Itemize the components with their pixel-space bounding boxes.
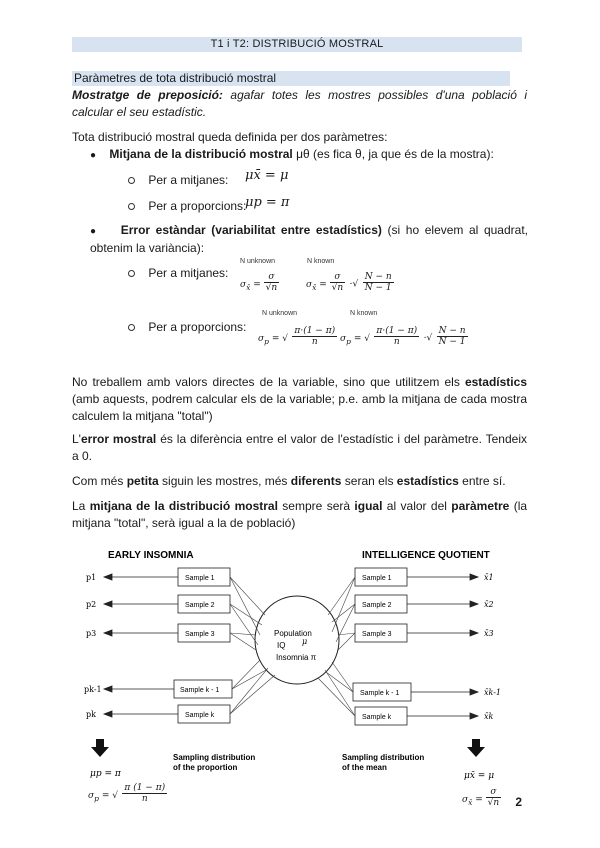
para4-f: paràmetre [451,499,510,513]
formula-mean-proportions: μp = π [245,195,290,210]
bullet1-sub2 [128,198,246,215]
page-number: 2 [515,795,522,809]
bullet1-sub1 [128,172,228,189]
right-stat: x̄2 [484,600,494,609]
right-sample-label: Sample 2 [362,602,392,609]
section-title: Paràmetres de tota distribució mostral [72,71,510,86]
left-stat: pk-1 [84,685,102,694]
diagram-right-title: INTELLIGENCE QUOTIENT [362,550,490,561]
formula-left-se: $\sigma_p$ = √ $\frac{\pi (1 - \pi)}{n}$ [88,783,166,804]
population-label: Population [274,629,312,638]
circle-bullet-icon [128,324,135,331]
paragraph-sampling-error [72,431,527,465]
right-sample-label: Sample 3 [362,631,392,638]
para3-a: Com més [72,474,127,488]
bullet-standard-error [90,222,528,257]
left-stat: p2 [86,600,97,609]
bullet2-sub2-label: Per a proporcions: [148,320,247,334]
formula-right-mean: μx̄ = μ [464,771,495,781]
circle-bullet-icon [128,203,135,210]
right-stats [484,573,501,721]
right-stat: x̄k [484,712,494,721]
para2-pre: L' [72,432,81,446]
bullet-mean [90,146,530,164]
left-samples [174,568,232,723]
right-stat: x̄3 [484,629,494,638]
para3-g: entre sí. [458,474,506,488]
para1-pre: No treballem amb valors directes de la variable, sino que utilitzem els [72,375,465,389]
left-stats [84,573,102,719]
paragraph-statistics [72,374,527,425]
para3-f: estadístics [396,474,459,488]
circle-bullet-icon [128,270,135,277]
left-stat: p1 [86,573,97,582]
para4-a: La [72,499,90,513]
caption-left: Sampling distribution of the proportion [173,753,256,772]
right-sample-label: Sample 1 [362,575,392,582]
left-sample-label: Sample 2 [185,602,215,609]
population-iq-label: IQ [277,641,286,650]
formula-se-proportions-n-unknown: $\sigma_p$ = √ $\frac{\pi\cdot(1 - \pi)}{n}$ [258,326,336,347]
n-unknown-label-2: N unknown [262,310,298,317]
para3-d: diferents [290,474,342,488]
left-sample-label: Sample 3 [185,631,215,638]
left-stat: pk [86,710,96,719]
para1-post: (amb aquests, podrem calcular els de la variable; p.e. amb la mitjana de cada mostra calculem la mitjana "total") [72,392,527,423]
bullet-dot-icon: ● [90,226,99,237]
para3-e: seran els [341,474,397,488]
para1-bold: estadístics [464,375,527,389]
right-samples [353,568,411,725]
population-mu: μ [302,637,308,646]
right-arrows [407,574,478,719]
left-sample-label: Sample 1 [185,575,215,582]
para4-c: sempre serà [277,499,355,513]
formula-mean-means: μx̄ = μ [245,168,289,183]
n-unknown-label: N unknown [240,258,276,265]
defined-by-text: Tota distribució mostral queda definida per dos paràmetres: [72,130,388,144]
bullet1-sub1-label: Per a mitjanes: [148,173,229,187]
para4-g: (la mitjana "total", serà igual a la de població) [72,499,528,530]
diagram-left-title: EARLY INSOMNIA [108,550,194,561]
left-arrows [104,574,178,717]
formula-right-se: $\sigma_{x̄}$ = $\frac{\sigma}{√n}$ [462,787,500,808]
n-known-label: N known [307,258,335,265]
intro-definition: agafar totes les mostres possibles d'una població i calcular el seu estadístic. [72,88,528,119]
para2-post: és la diferència entre el valor de l'estadístic i del paràmetre. Tendeix a 0. [72,432,527,463]
population-links [230,577,355,716]
page-header: T1 i T2: DISTRIBUCIÓ MOSTRAL [72,37,522,52]
left-stat: p3 [86,629,97,638]
population-ellipse [255,596,339,684]
para4-b: mitjana de la distribució mostral [89,499,278,513]
bullet-dot-icon: ● [90,150,97,161]
bullet2-sub2 [128,319,246,336]
sampling-distribution-diagram [70,540,530,820]
right-sample-label: Sample k [362,714,392,721]
circle-bullet-icon [128,177,135,184]
bullet1-bold: Mitjana de la distribució mostral [109,147,293,161]
paragraph-mean-equals-parameter [72,498,527,532]
bullet2-sub1-label: Per a mitjanes: [148,266,229,280]
bullet1-rest: μθ (es fica θ, ja que és de la mostra): [292,147,494,161]
intro-term: Mostratge de preposició: [72,88,223,102]
formula-left-mean: μp = π [90,769,121,779]
formula-se-means-n-unknown: $\sigma_{x̄}$ = $\frac{\sigma}{√n}$ [240,272,278,293]
formula-se-means-n-known: $\sigma_{x̄}$ = $\frac{\sigma}{√n}$ ·√ $\frac{N - n}{N - 1}$ [306,272,392,293]
left-sample-label: Sample k - 1 [180,687,220,694]
paragraph-sample-size [72,473,527,490]
bullet2-rest: (si ho elevem al quadrat, obtenim la variància): [90,223,528,255]
para2-bold: error mostral [80,432,157,446]
right-stat: x̄k-1 [484,688,502,697]
formula-se-proportions-n-known: $\sigma_p$ = √ $\frac{\pi\cdot(1 - \pi)}{n}$ ·√ $\frac{N - n}{N - 1}$ [340,326,466,347]
left-sample-label: Sample k [185,712,215,719]
right-stat: x̄1 [484,573,494,582]
para4-d: igual [354,499,383,513]
para3-b: petita [126,474,159,488]
bullet2-bold: Error estàndar (variabilitat entre estadístics) [120,223,382,237]
population-insomnia-label: Insomnia π [276,653,317,662]
caption-right: Sampling distribution of the mean [342,753,425,772]
bullet1-sub2-label: Per a proporcions: [148,199,247,213]
bullet2-sub1 [128,265,228,282]
para4-e: al valor del [382,499,452,513]
para3-c: siguin les mostres, més [158,474,291,488]
intro-paragraph [72,87,527,121]
right-sample-label: Sample k - 1 [360,690,400,697]
n-known-label-2: N known [350,310,378,317]
